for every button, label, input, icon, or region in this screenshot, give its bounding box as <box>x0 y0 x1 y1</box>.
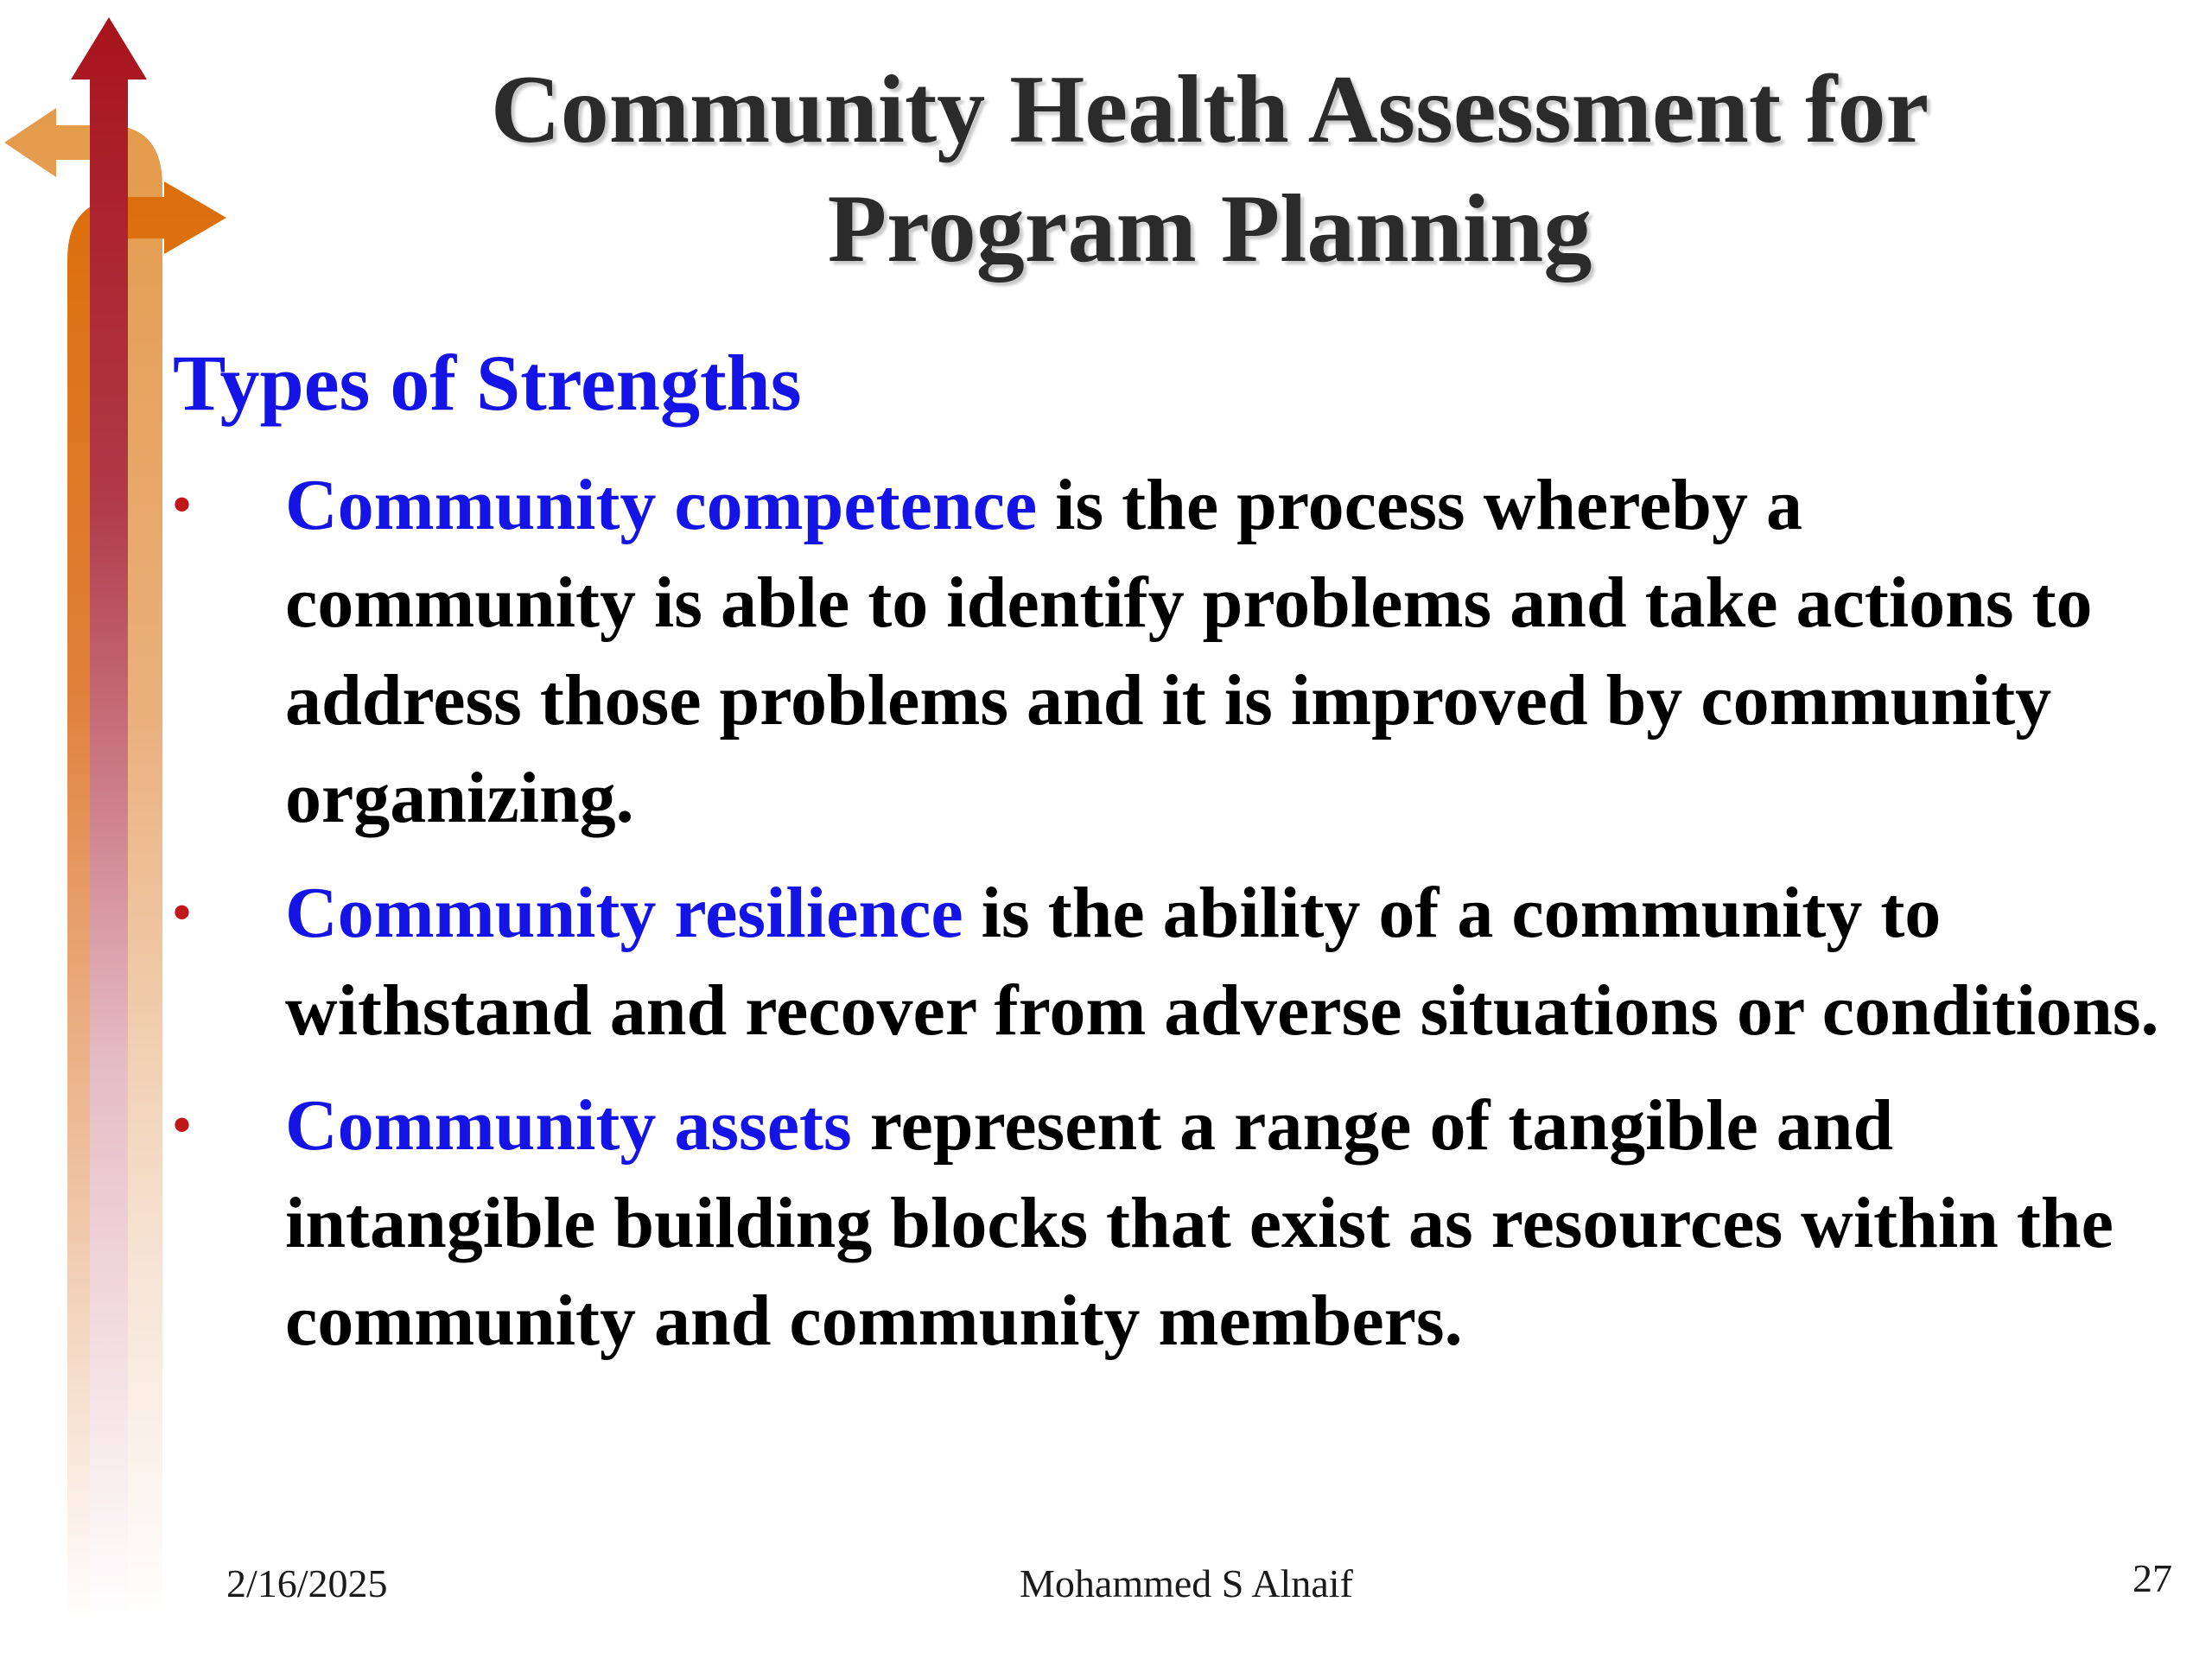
bullet-icon: • <box>173 1096 192 1154</box>
bullet-term: Community competence <box>285 465 1038 545</box>
bullet-item-resilience <box>173 864 2160 1059</box>
bullet-term: Community assets <box>285 1085 852 1166</box>
bullet-item-assets <box>173 1077 2160 1370</box>
bullet-list <box>173 456 2160 1387</box>
footer-author: Mohammed S Alnaif <box>1020 1561 1353 1605</box>
section-heading: Types of Strengths <box>173 339 802 427</box>
bullet-text: is the ability of a community to withstand and recover from adverse situations or conditions. <box>285 873 2159 1051</box>
slide-title-line-2: Program Planning <box>827 175 1592 283</box>
page-number: 27 <box>2133 1556 2172 1600</box>
slide-title-line-1: Community Health Assessment for <box>490 56 1929 163</box>
bullet-icon: • <box>173 884 192 941</box>
slide-title <box>294 50 2126 289</box>
bullet-icon: • <box>173 476 192 533</box>
footer-date: 2/16/2025 <box>226 1561 388 1605</box>
bullet-text: is the process whereby a community is able to identify problems and take actions to address those problems and it is improved by community organizing. <box>285 465 2093 838</box>
bullet-item-competence <box>173 456 2160 847</box>
bullet-text: represent a range of tangible and intangible building blocks that exist as resources within the community and community members. <box>285 1085 2113 1361</box>
bullet-term: Community resilience <box>285 873 963 953</box>
